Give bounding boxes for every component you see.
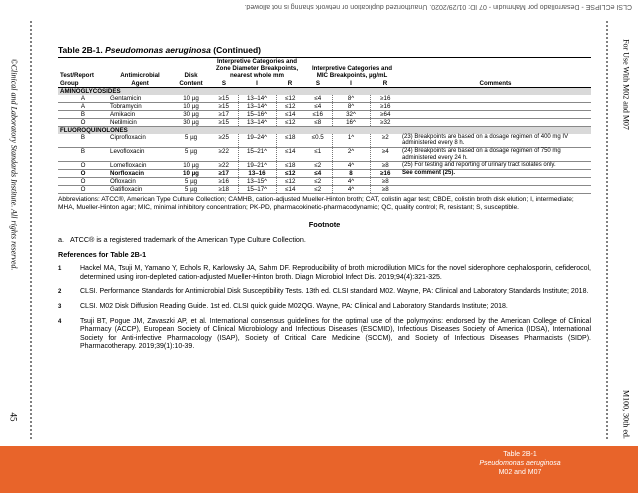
zone-r-cell: ≤14 bbox=[276, 110, 304, 118]
mic-s-cell: ≤4 bbox=[304, 170, 332, 178]
dotted-divider-left bbox=[30, 20, 32, 440]
comment-cell: (25) For testing and reporting of urinary tract isolates only. bbox=[400, 162, 591, 170]
zone-s-cell: ≥15 bbox=[210, 118, 238, 126]
mic-i-cell: 1^ bbox=[332, 134, 370, 148]
table-row bbox=[58, 170, 591, 178]
footnote-heading: Footnote bbox=[308, 220, 341, 230]
group-fluoroquinolones: FLUOROQUINOLONES bbox=[58, 126, 591, 134]
reference-item bbox=[58, 303, 591, 312]
table-row bbox=[58, 134, 591, 148]
zone-i-cell: 15–17^ bbox=[238, 186, 276, 194]
disk-cell: 5 µg bbox=[172, 148, 210, 162]
group-aminoglycosides: AMINOGLYCOSIDES bbox=[58, 87, 591, 95]
zone-s-cell: ≥22 bbox=[210, 148, 238, 162]
dotted-divider-right bbox=[606, 20, 608, 440]
mic-r-cell: ≥64 bbox=[370, 110, 400, 118]
zone-r-cell: ≤12 bbox=[276, 95, 304, 103]
mic-s-cell: ≤1 bbox=[304, 148, 332, 162]
running-header: For Use With M02 and M07 bbox=[621, 39, 631, 130]
zone-breakpoints-header: Interpretive Categories and Zone Diameter Breakpoints, nearest whole mm bbox=[215, 58, 299, 80]
reference-number: 4 bbox=[58, 318, 62, 325]
zone-s-cell: ≥15 bbox=[210, 102, 238, 110]
col-test-report: Test/Report Group bbox=[60, 72, 94, 87]
agent-cell: Levofloxacin bbox=[108, 148, 172, 162]
table-row bbox=[58, 162, 591, 170]
mic-r-cell: ≥8 bbox=[370, 186, 400, 194]
zone-i-cell: 19–21^ bbox=[238, 162, 276, 170]
zone-s-cell: ≥25 bbox=[210, 134, 238, 148]
zone-i-cell: 15–21^ bbox=[238, 148, 276, 162]
comment-cell bbox=[400, 178, 591, 186]
disk-cell: 10 µg bbox=[172, 102, 210, 110]
mic-s-cell: ≤2 bbox=[304, 162, 332, 170]
comment-cell bbox=[400, 102, 591, 110]
disk-cell: 30 µg bbox=[172, 110, 210, 118]
agent-cell: Gatifloxacin bbox=[108, 186, 172, 194]
disk-cell: 10 µg bbox=[172, 95, 210, 103]
mic-r-cell: ≥4 bbox=[370, 148, 400, 162]
mic-i-cell: 4^ bbox=[332, 178, 370, 186]
zone-s-cell: ≥18 bbox=[210, 186, 238, 194]
reference-number: 1 bbox=[58, 266, 62, 273]
right-margin bbox=[616, 20, 632, 460]
mic-r-cell: ≥16 bbox=[370, 170, 400, 178]
mic-s-cell: ≤8 bbox=[304, 118, 332, 126]
left-margin bbox=[6, 40, 22, 425]
mic-s-cell: ≤2 bbox=[304, 186, 332, 194]
zone-r-cell: ≤12 bbox=[276, 118, 304, 126]
mic-r-cell: ≥8 bbox=[370, 162, 400, 170]
reference-text: Hackel MA, Tsuji M, Yamano Y, Echols R, Karlowsky JA, Sahm DF. Reproducibility of broth microdilution MICs for the novel siderophore cephalosporin, cefiderocol, determined using iron-depleted cation-adjusted Mueller-Hinton broth. Diagn Microbiol Infect Dis. 2019;94(4):321-325. bbox=[80, 265, 591, 281]
group-cell: B bbox=[58, 148, 108, 162]
page-content bbox=[58, 45, 591, 358]
watermark-text: CLSI eCLIPSE - Desarrollado por Mahmudin - 07 ID: 01/29/2020. Unauthorized duplication or network sharing is not allowed. bbox=[244, 3, 632, 10]
zone-i-header: I bbox=[256, 79, 258, 87]
table-row bbox=[58, 95, 591, 103]
disk-cell: 5 µg bbox=[172, 134, 210, 148]
agent-cell: Ofloxacin bbox=[108, 178, 172, 186]
references-heading: References for Table 2B-1 bbox=[58, 250, 147, 260]
zone-r-cell: ≤18 bbox=[276, 134, 304, 148]
footnote-a: a. ATCC® is a registered trademark of the American Type Culture Collection. bbox=[58, 235, 306, 245]
abbreviations: Abbreviations: ATCC®, American Type Culture Collection; CAMHB, cation-adjusted Mueller-Hinton broth; CAT, colistin agar test; CBDE, colistin broth disk elution; I, intermediate; MHA, Mueller-Hinton agar; MIC, minimal inhibitory concentration; PK-PD, pharmacokinetic-pharmacodynamic; QC, quality control; R, resistant; S, susceptible. bbox=[58, 196, 574, 212]
mic-r-cell: ≥2 bbox=[370, 134, 400, 148]
zone-i-cell: 13–14^ bbox=[238, 118, 276, 126]
zone-r-cell: ≤18 bbox=[276, 162, 304, 170]
mic-i-cell: 32^ bbox=[332, 110, 370, 118]
table-title: Table 2B-1. Pseudomonas aeruginosa (Continued) bbox=[58, 45, 261, 55]
zone-s-cell: ≥17 bbox=[210, 170, 238, 178]
comment-cell bbox=[400, 186, 591, 194]
reference-text: CLSI. M02 Disk Diffusion Reading Guide. 1st ed. CLSI quick guide M02QG. Wayne, PA: Clinical and Laboratory Standards Institute; 2018. bbox=[80, 302, 508, 310]
zone-r-cell: ≤12 bbox=[276, 102, 304, 110]
reference-item bbox=[58, 288, 591, 297]
zone-r-cell: ≤12 bbox=[276, 170, 304, 178]
group-cell: O bbox=[58, 118, 108, 126]
reference-text: Tsuji BT, Pogue JM, Zavaszki AP, et al. International consensus guidelines for the optimal use of the polymyxins: endorsed by the American College of Clinical Pharmacy (ACCP), European Society of Clinical Microbiology and Infectious Diseases (ESCMID), Infectious Diseases Society of America (IDSA), International Society for Anti-infective Pharmacology (ISAP), Society of Critical Care Medicine (SCCM), and Society of Infectious Diseases Pharmacists (SIDP). Pharmacotherapy. 2019;39(1):10-39. bbox=[80, 317, 591, 351]
disk-cell: 5 µg bbox=[172, 186, 210, 194]
comment-cell bbox=[400, 118, 591, 126]
reference-item bbox=[58, 318, 591, 352]
mic-i-cell: 8^ bbox=[332, 102, 370, 110]
group-cell: O bbox=[58, 162, 108, 170]
agent-cell: Norfloxacin bbox=[108, 170, 172, 178]
zone-r-cell: ≤14 bbox=[276, 148, 304, 162]
edition-label: M100, 30th ed. bbox=[621, 390, 631, 439]
mic-r-cell: ≥16 bbox=[370, 95, 400, 103]
zone-s-cell: ≥22 bbox=[210, 162, 238, 170]
comment-cell bbox=[400, 110, 591, 118]
mic-s-cell: ≤16 bbox=[304, 110, 332, 118]
agent-cell: Gentamicin bbox=[108, 95, 172, 103]
mic-r-header: R bbox=[382, 79, 388, 87]
col-comments: Comments bbox=[479, 79, 512, 87]
group-cell: A bbox=[58, 102, 108, 110]
mic-i-cell: 16^ bbox=[332, 118, 370, 126]
breakpoint-table bbox=[58, 57, 591, 194]
disk-cell: 10 µg bbox=[172, 170, 210, 178]
zone-s-cell: ≥16 bbox=[210, 178, 238, 186]
mic-s-header: S bbox=[315, 79, 321, 87]
agent-cell: Lomefloxacin bbox=[108, 162, 172, 170]
comment-cell bbox=[400, 95, 591, 103]
mic-i-cell: 8^ bbox=[332, 95, 370, 103]
mic-breakpoints-header: Interpretive Categories and MIC Breakpoints, µg/mL bbox=[311, 65, 393, 80]
reference-number: 2 bbox=[58, 289, 62, 296]
page-number: 45 bbox=[8, 412, 19, 422]
agent-cell: Tobramycin bbox=[108, 102, 172, 110]
section-tab-band bbox=[0, 446, 638, 493]
zone-s-cell: ≥15 bbox=[210, 95, 238, 103]
reference-item bbox=[58, 265, 591, 282]
section-tab-label: Table 2B-1 Pseudomonas aeruginosa M02 and M07 bbox=[479, 451, 561, 476]
comment-cell: See comment (25). bbox=[400, 170, 591, 178]
mic-i-cell: 8 bbox=[332, 170, 370, 178]
disk-cell: 5 µg bbox=[172, 178, 210, 186]
references-list bbox=[58, 265, 591, 352]
zone-i-cell: 13–14^ bbox=[238, 95, 276, 103]
agent-cell: Ciprofloxacin bbox=[108, 134, 172, 148]
group-cell: O bbox=[58, 186, 108, 194]
mic-r-cell: ≥32 bbox=[370, 118, 400, 126]
mic-s-cell: ≤2 bbox=[304, 178, 332, 186]
mic-s-cell: ≤4 bbox=[304, 102, 332, 110]
mic-s-cell: ≤0.5 bbox=[304, 134, 332, 148]
mic-s-cell: ≤4 bbox=[304, 95, 332, 103]
copyright-notice: ©Clinical and Laboratory Standards Institute. All rights reserved. bbox=[9, 58, 19, 271]
zone-i-cell: 13–15^ bbox=[238, 178, 276, 186]
mic-i-cell: 2^ bbox=[332, 148, 370, 162]
table-row bbox=[58, 178, 591, 186]
group-cell: O bbox=[58, 170, 108, 178]
zone-i-cell: 19–24^ bbox=[238, 134, 276, 148]
table-row bbox=[58, 110, 591, 118]
table-row bbox=[58, 118, 591, 126]
group-cell: A bbox=[58, 95, 108, 103]
zone-i-cell: 15–16^ bbox=[238, 110, 276, 118]
zone-s-header: S bbox=[221, 79, 227, 87]
mic-i-cell: 4^ bbox=[332, 186, 370, 194]
mic-i-header: I bbox=[350, 79, 352, 87]
mic-r-cell: ≥16 bbox=[370, 102, 400, 110]
group-cell: O bbox=[58, 178, 108, 186]
table-row bbox=[58, 186, 591, 194]
disk-cell: 10 µg bbox=[172, 162, 210, 170]
zone-s-cell: ≥17 bbox=[210, 110, 238, 118]
zone-r-header: R bbox=[287, 79, 293, 87]
col-disk: Disk Content bbox=[179, 72, 203, 87]
agent-cell: Amikacin bbox=[108, 110, 172, 118]
group-cell: B bbox=[58, 110, 108, 118]
zone-r-cell: ≤14 bbox=[276, 186, 304, 194]
zone-i-cell: 13–16 bbox=[238, 170, 276, 178]
agent-cell: Netilmicin bbox=[108, 118, 172, 126]
group-cell: B bbox=[58, 134, 108, 148]
disk-cell: 30 µg bbox=[172, 118, 210, 126]
mic-r-cell: ≥8 bbox=[370, 178, 400, 186]
table-row bbox=[58, 102, 591, 110]
reference-number: 3 bbox=[58, 303, 62, 310]
col-agent: Antimicrobial Agent bbox=[120, 72, 160, 87]
comment-cell: (24) Breakpoints are based on a dosage regimen of 750 mg administered every 24 h. bbox=[400, 148, 591, 162]
table-row bbox=[58, 148, 591, 162]
zone-r-cell: ≤12 bbox=[276, 178, 304, 186]
zone-i-cell: 13–14^ bbox=[238, 102, 276, 110]
mic-i-cell: 4^ bbox=[332, 162, 370, 170]
reference-text: CLSI. Performance Standards for Antimicrobial Disk Susceptibility Tests. 13th ed. CLSI standard M02. Wayne, PA: Clinical and Laboratory Standards Institute; 2018. bbox=[80, 288, 589, 296]
comment-cell: (23) Breakpoints are based on a dosage regimen of 400 mg IV administered every 8 h. bbox=[400, 134, 591, 148]
